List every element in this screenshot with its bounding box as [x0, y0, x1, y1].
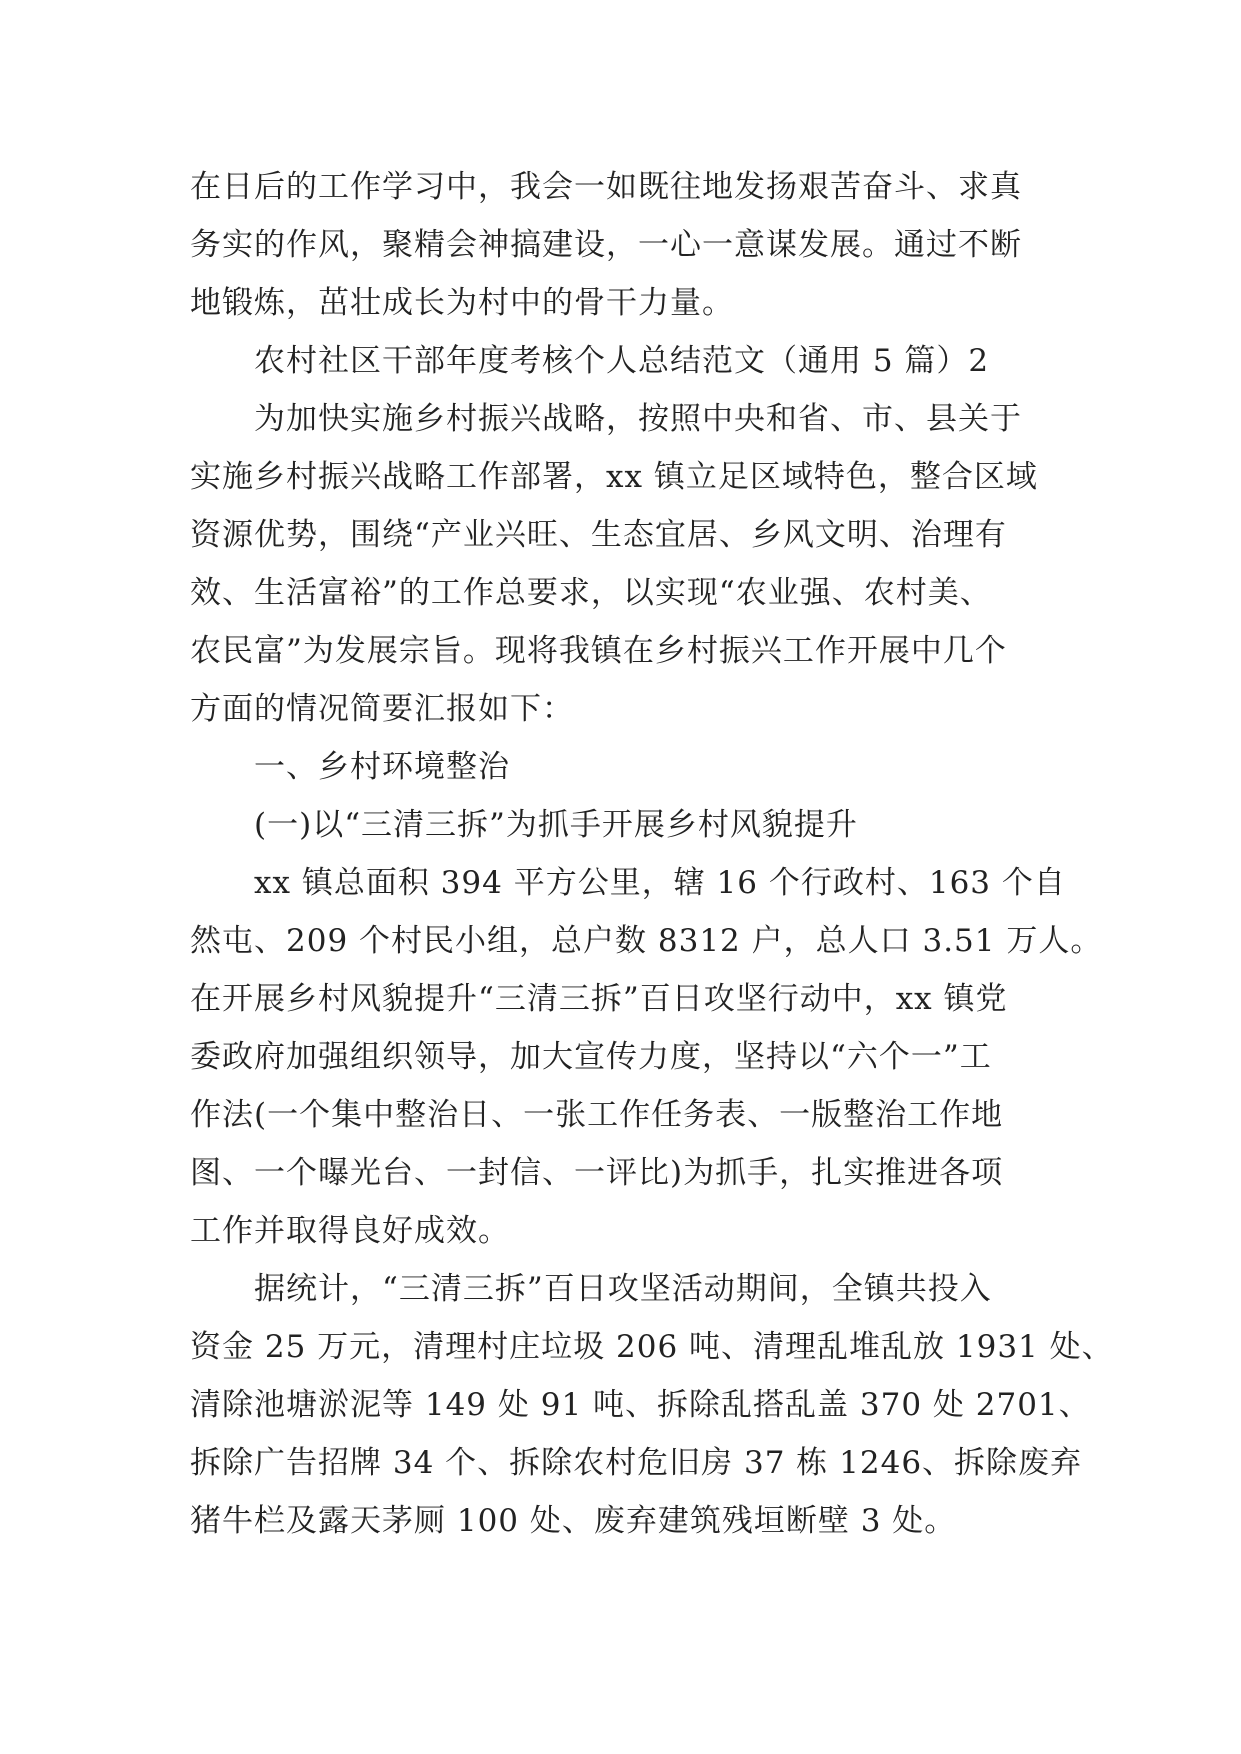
document-body: [190, 158, 1114, 1550]
text-line: 方面的情况简要汇报如下：: [190, 691, 574, 727]
text-line: 猪牛栏及露天茅厕 100 处、废弃建筑残垣断壁 3 处。: [190, 1503, 957, 1539]
heading-level-2: (一)以“三清三拆”为抓手开展乡村风貌提升: [254, 807, 858, 843]
heading-level-1: 一、乡村环境整治: [254, 749, 510, 785]
text-line: 拆除广告招牌 34 个、拆除农村危旧房 37 栋 1246、拆除废弃: [190, 1445, 1083, 1481]
text-line: 在日后的工作学习中，我会一如既往地发扬艰苦奋斗、求真: [190, 169, 1022, 205]
text-line: 资源优势，围绕“产业兴旺、生态宜居、乡风文明、治理有: [190, 517, 1007, 553]
text-line: 农民富”为发展宗旨。现将我镇在乡村振兴工作开展中几个: [190, 633, 1007, 669]
text-line: 据统计，“三清三拆”百日攻坚活动期间，全镇共投入: [254, 1271, 992, 1307]
text-line: 务实的作风，聚精会神搞建设，一心一意谋发展。通过不断: [190, 227, 1022, 263]
text-line: xx 镇总面积 394 平方公里，辖 16 个行政村、163 个自: [254, 865, 1066, 901]
text-line: 地锻炼，茁壮成长为村中的骨干力量。: [190, 285, 734, 321]
text-line: 作法(一个集中整治日、一张工作任务表、一版整治工作地: [190, 1097, 1004, 1133]
text-line: 效、生活富裕”的工作总要求，以实现“农业强、农村美、: [190, 575, 992, 611]
text-line: 实施乡村振兴战略工作部署，xx 镇立足区域特色，整合区域: [190, 459, 1038, 495]
text-line: 清除池塘淤泥等 149 处 91 吨、拆除乱搭乱盖 370 处 2701、: [190, 1387, 1091, 1423]
text-line: 图、一个曝光台、一封信、一评比)为抓手，扎实推进各项: [190, 1155, 1004, 1191]
section-title: 农村社区干部年度考核个人总结范文（通用 5 篇）2: [254, 343, 990, 379]
text-line: 然屯、209 个村民小组，总户数 8312 户，总人口 3.51 万人。: [190, 923, 1103, 959]
text-line: 在开展乡村风貌提升“三清三拆”百日攻坚行动中，xx 镇党: [190, 981, 1008, 1017]
text-line: 工作并取得良好成效。: [190, 1213, 510, 1249]
text-line: 资金 25 万元，清理村庄垃圾 206 吨、清理乱堆乱放 1931 处、: [190, 1329, 1114, 1365]
text-line: 委政府加强组织领导，加大宣传力度，坚持以“六个一”工: [190, 1039, 992, 1075]
text-line: 为加快实施乡村振兴战略，按照中央和省、市、县关于: [254, 401, 1022, 437]
